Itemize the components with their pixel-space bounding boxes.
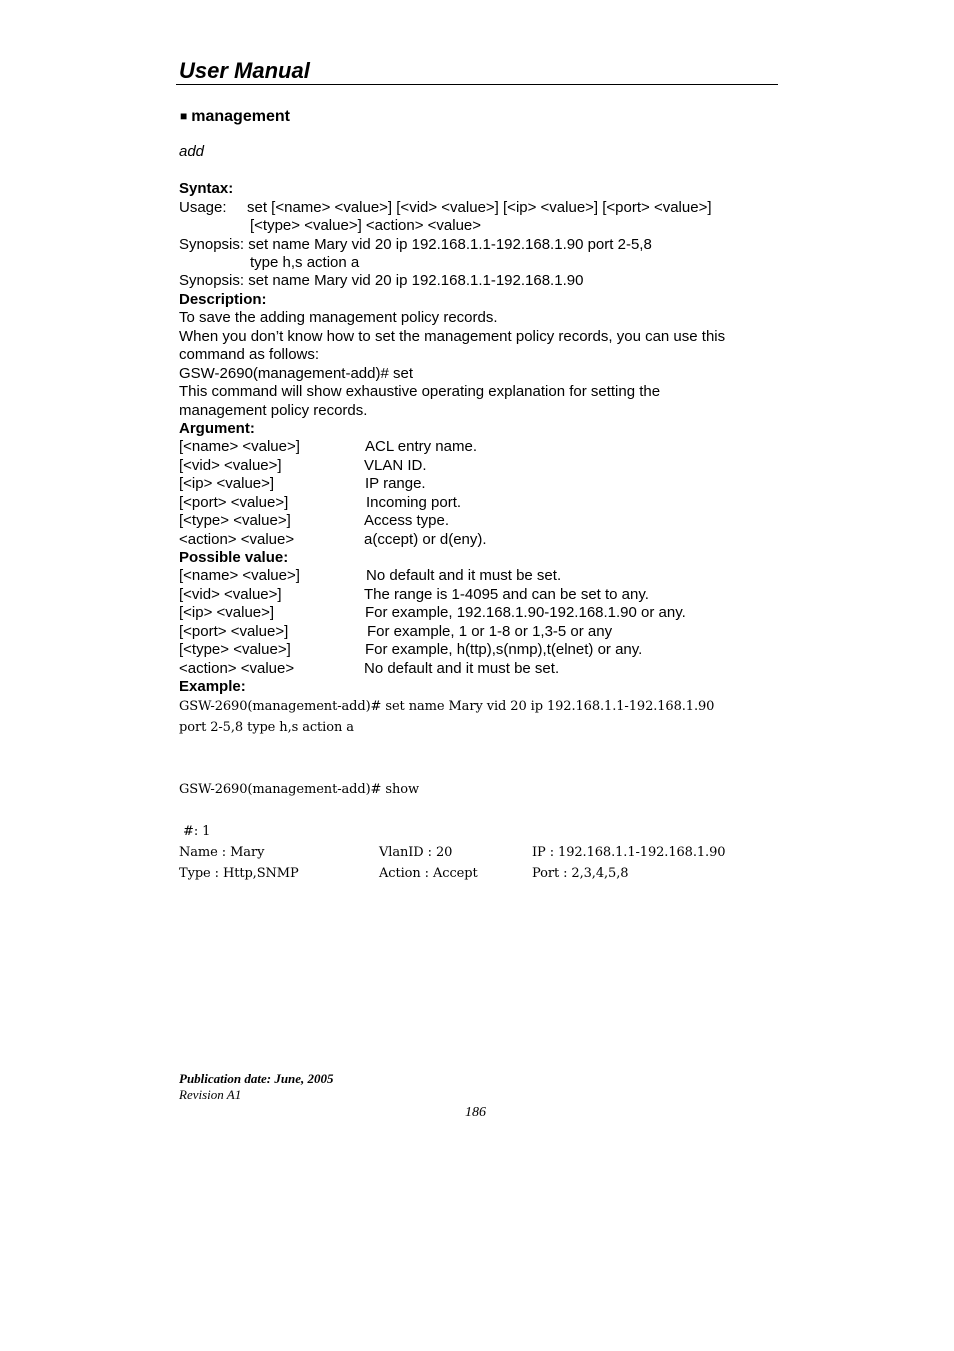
possible-desc: For example, h(ttp),s(nmp),t(elnet) or any. — [365, 641, 643, 658]
description-line: This command will show exhaustive operating explanation for setting the — [179, 383, 661, 400]
possible-param: [<vid> <value>] — [179, 586, 282, 603]
argument-param: <action> <value> — [179, 531, 295, 548]
record-vlan: VlanID : 20 — [379, 845, 453, 860]
syntax-heading: Syntax: — [179, 180, 234, 197]
description-line: GSW-2690(management-add)# set — [179, 365, 414, 382]
usage-line-1: set [<name> <value>] [<vid> <value>] [<ip> <value>] [<port> <value>] — [247, 199, 712, 216]
record-type: Type : Http,SNMP — [179, 866, 299, 881]
record-action: Action : Accept — [379, 866, 478, 881]
revision: Revision A1 — [179, 1087, 242, 1102]
possible-value-heading: Possible value: — [179, 549, 289, 566]
record-port: Port : 2,3,4,5,8 — [532, 866, 629, 881]
description-heading: Description: — [179, 291, 267, 308]
synopsis-1-line-1: Synopsis: set name Mary vid 20 ip 192.168.1.1-192.168.1.90 port 2-5,8 — [179, 236, 652, 253]
subcommand-label: add — [179, 143, 205, 160]
possible-param: [<port> <value>] — [179, 623, 289, 640]
header-rule — [176, 84, 778, 85]
publication-date: Publication date: June, 2005 — [179, 1071, 334, 1086]
argument-param: [<name> <value>] — [179, 438, 300, 455]
record-name: Name : Mary — [179, 845, 265, 860]
argument-desc: a(ccept) or d(eny). — [364, 531, 487, 548]
argument-param: [<ip> <value>] — [179, 475, 275, 492]
section-heading — [180, 107, 290, 126]
usage-label: Usage: — [179, 199, 227, 216]
record-index: #: 1 — [179, 824, 211, 839]
argument-param: [<port> <value>] — [179, 494, 289, 511]
possible-desc: The range is 1-4095 and can be set to any. — [364, 586, 649, 603]
square-bullet-icon: ■ — [180, 109, 188, 123]
possible-desc: For example, 1 or 1-8 or 1,3-5 or any — [367, 623, 613, 640]
argument-desc: Incoming port. — [366, 494, 462, 511]
argument-param: [<type> <value>] — [179, 512, 291, 529]
description-line: command as follows: — [179, 346, 320, 363]
description-line: When you don’t know how to set the management policy records, you can use this — [179, 328, 726, 345]
argument-heading: Argument: — [179, 420, 255, 437]
argument-desc: ACL entry name. — [365, 438, 477, 455]
show-command: GSW-2690(management-add)# show — [179, 782, 419, 797]
possible-desc: No default and it must be set. — [364, 660, 560, 677]
synopsis-1-line-2: type h,s action a — [250, 254, 360, 271]
synopsis-2: Synopsis: set name Mary vid 20 ip 192.168.1.1-192.168.1.90 — [179, 272, 584, 289]
possible-param: [<name> <value>] — [179, 567, 300, 584]
description-line: To save the adding management policy records. — [179, 309, 498, 326]
example-command-line-2: port 2-5,8 type h,s action a — [179, 720, 354, 735]
page-number: 186 — [465, 1105, 486, 1120]
argument-desc: Access type. — [364, 512, 450, 529]
possible-desc: No default and it must be set. — [366, 567, 562, 584]
record-ip: IP : 192.168.1.1-192.168.1.90 — [532, 845, 726, 860]
page-title: User Manual — [179, 58, 310, 83]
description-line: management policy records. — [179, 402, 368, 419]
possible-param: <action> <value> — [179, 660, 295, 677]
argument-desc: VLAN ID. — [364, 457, 427, 474]
possible-desc: For example, 192.168.1.90-192.168.1.90 or any. — [365, 604, 686, 621]
argument-param: [<vid> <value>] — [179, 457, 282, 474]
example-heading: Example: — [179, 678, 246, 695]
section-title: management — [191, 108, 290, 125]
possible-param: [<type> <value>] — [179, 641, 291, 658]
argument-desc: IP range. — [365, 475, 426, 492]
possible-param: [<ip> <value>] — [179, 604, 275, 621]
example-command-line-1: GSW-2690(management-add)# set name Mary vid 20 ip 192.168.1.1-192.168.1.90 — [179, 699, 715, 714]
usage-line-2: [<type> <value>] <action> <value> — [250, 217, 482, 234]
